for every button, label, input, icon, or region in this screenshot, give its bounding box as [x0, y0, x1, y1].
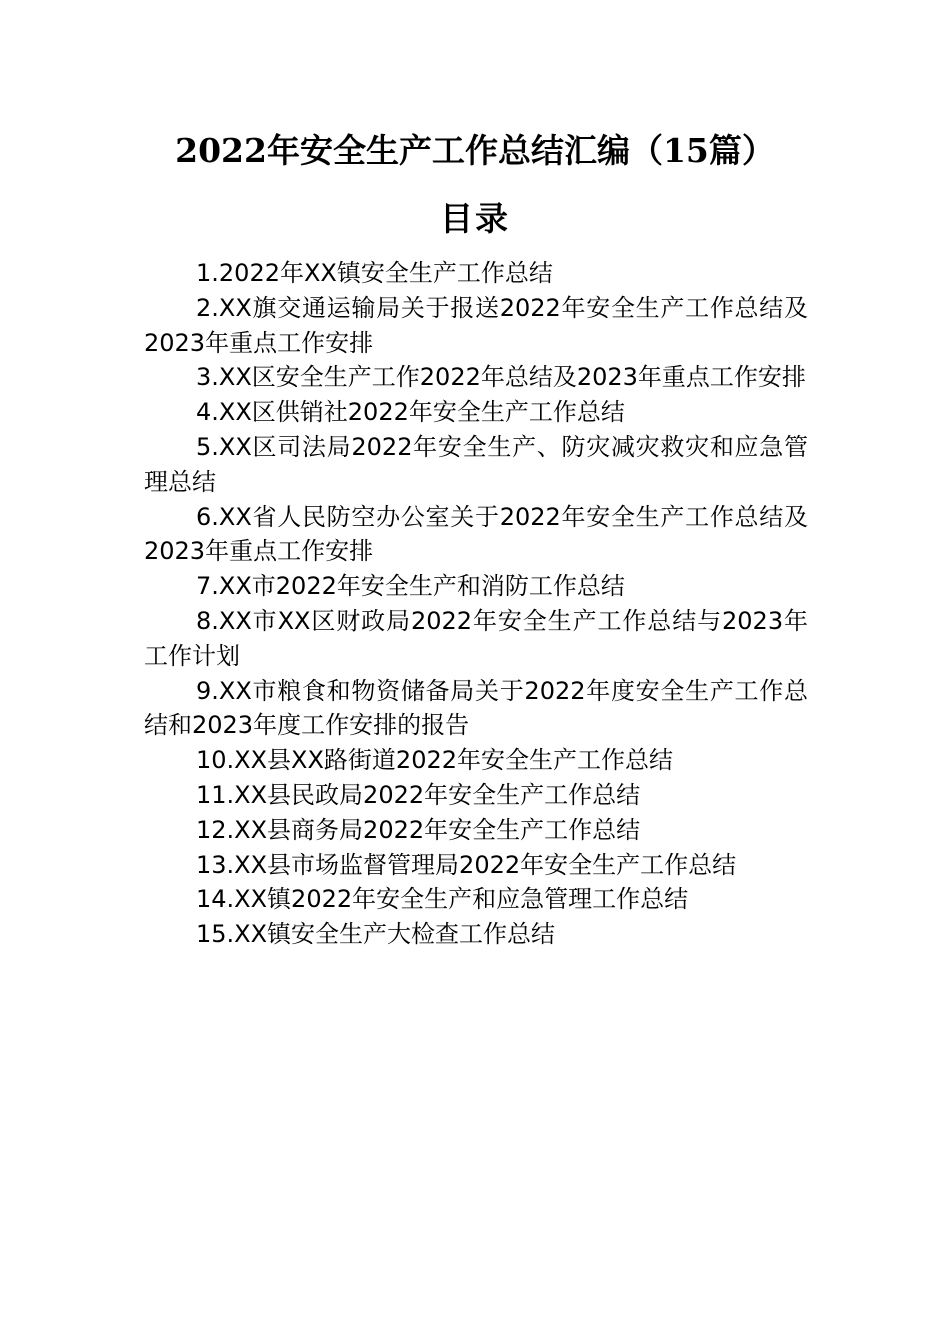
toc-item-13: 13.XX县市场监督管理局2022年安全生产工作总结	[196, 850, 737, 879]
toc-item-1: 1.2022年XX镇安全生产工作总结	[196, 259, 553, 287]
toc-item-4: 4.XX区供销社2022年安全生产工作总结	[196, 398, 625, 427]
toc-item-8: 8.XX市XX区财政局2022年安全生产工作总结与2023年工作计划	[144, 606, 808, 670]
table-of-contents	[144, 256, 808, 952]
toc-heading: 目录	[440, 199, 510, 238]
toc-item-5: 5.XX区司法局2022年安全生产、防灾减灾救灾和应急管理总结	[144, 432, 808, 496]
toc-item-7: 7.XX市2022年安全生产和消防工作总结	[196, 572, 625, 601]
toc-item-2: 2.XX旗交通运输局关于报送2022年安全生产工作总结及2023年重点工作安排	[144, 293, 808, 357]
toc-item-15: 15.XX镇安全生产大检查工作总结	[196, 920, 556, 949]
toc-item-6: 6.XX省人民防空办公室关于2022年安全生产工作总结及2023年重点工作安排	[144, 502, 808, 566]
toc-item-12: 12.XX县商务局2022年安全生产工作总结	[196, 815, 641, 844]
toc-item-9: 9.XX市粮食和物资储备局关于2022年度安全生产工作总结和2023年度工作安排的报告	[144, 676, 808, 740]
toc-item-3: 3.XX区安全生产工作2022年总结及2023年重点工作安排	[196, 363, 806, 392]
document-title: 2022年安全生产工作总结汇编（15篇）	[175, 131, 775, 170]
toc-item-11: 11.XX县民政局2022年安全生产工作总结	[196, 780, 641, 809]
toc-item-10: 10.XX县XX路街道2022年安全生产工作总结	[196, 746, 674, 775]
toc-item-14: 14.XX镇2022年安全生产和应急管理工作总结	[196, 885, 689, 914]
